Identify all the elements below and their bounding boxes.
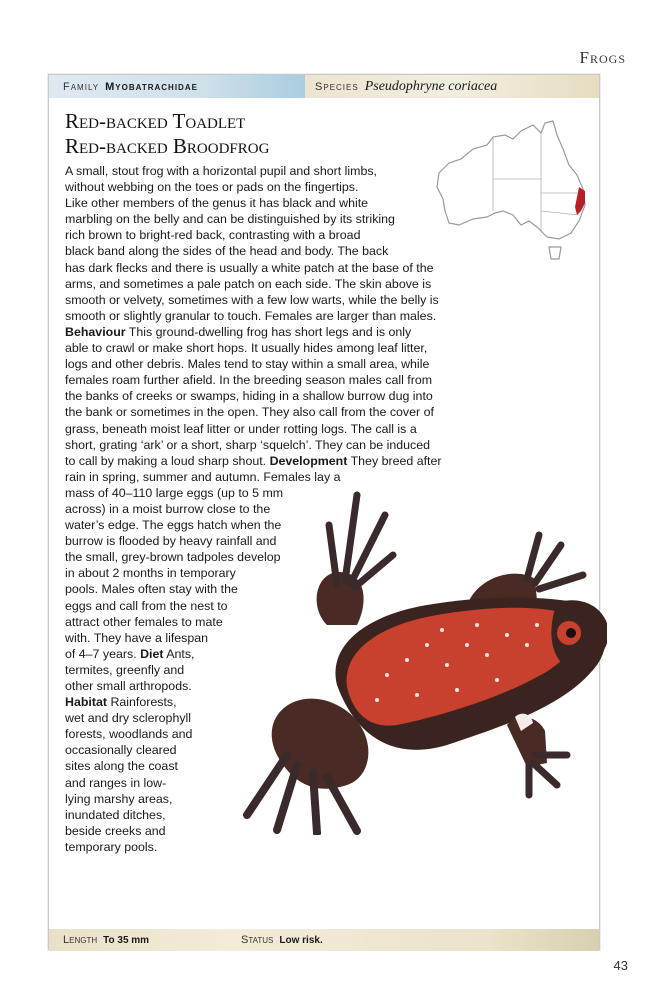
section-heading: Behaviour (65, 324, 126, 339)
body-text-run: eggs and call from the nest to (65, 598, 228, 613)
frog-toes-upper (329, 495, 393, 587)
frog-illustration (217, 455, 607, 835)
species-page (48, 74, 600, 950)
body-text-run: has dark flecks and there is usually a white patch at the base of the (65, 260, 434, 275)
body-text-run: black band along the sides of the head and body. The back (65, 244, 389, 259)
body-line (65, 372, 442, 388)
body-text-run: able to crawl or make short hops. It usually hides among leaf litter, (65, 341, 428, 356)
body-text-run: short, grating ‘ark’ or a short, sharp ‘squelch’. They can be induced (65, 437, 431, 452)
body-line (65, 839, 442, 855)
body-text-run: arms, and sometimes a pale patch on each side. The skin above is (65, 276, 432, 291)
body-text-run: Ants, (163, 646, 195, 661)
body-text-run: without webbing on the toes or pads on the fingertips. (65, 180, 359, 195)
body-line (65, 195, 442, 211)
page-title (65, 109, 269, 159)
section-heading: Development (269, 453, 348, 468)
length-value: To 35 mm (103, 934, 150, 946)
body-text-run: burrow is flooded by heavy rainfall and (65, 534, 277, 549)
body-line (65, 404, 442, 420)
page-number: 43 (613, 958, 628, 973)
family-value: Myobatrachidae (105, 80, 198, 93)
body-text-run: inundated ditches, (65, 807, 166, 822)
body-line (65, 324, 442, 340)
body-text-run: sites along the coast (65, 759, 178, 774)
body-text-run: other small arthropods. (65, 679, 192, 693)
body-text-run: rich brown to bright-red back, contrasting with a broad (65, 228, 361, 243)
family-label: Family (63, 80, 100, 93)
body-text-run: mass of 40–110 large eggs (up to 5 mm (65, 485, 284, 500)
body-line (65, 292, 442, 308)
body-text-run: rain in spring, summer and autumn. Females lay a (65, 469, 341, 484)
body-text-run: forests, woodlands and (65, 727, 193, 742)
body-text-run: pools. Males often stay with the (65, 582, 238, 597)
body-line (65, 356, 442, 372)
body-text-run: A small, stout frog with a horizontal pupil and short limbs, (65, 164, 377, 178)
body-text-run: grass, beneath moist leaf litter or under rotting logs. The call is a (65, 421, 417, 436)
body-text-run: with. They have a lifespan (65, 630, 209, 645)
body-text-run: females roam further afield. In the breeding season males call from (65, 373, 433, 388)
common-name-alternate: Red-backed Broodfrog (65, 134, 270, 158)
body-line (65, 388, 442, 404)
body-text-run: the bank or sometimes in the open. They also call from the cover of (65, 405, 434, 420)
running-head: Frogs (579, 48, 626, 67)
body-text-run: temporary pools. (65, 839, 158, 854)
body-text-run: beside creeks and (65, 823, 166, 838)
length-field (49, 929, 229, 951)
body-line (65, 276, 442, 292)
section-heading: Habitat (65, 695, 107, 710)
body-text-run: the small, grey-brown tadpoles develop (65, 550, 281, 565)
body-text-run: across) in a moist burrow close to the (65, 501, 271, 516)
body-text-run: wet and dry sclerophyll (65, 711, 192, 726)
body-text-run: marbling on the belly and can be distinguished by its striking (65, 212, 395, 227)
body-text-run: attract other females to mate (65, 614, 223, 629)
frog-fingers-lower (529, 755, 567, 795)
body-text-run: logs and other debris. Males tend to stay within a small area, while (65, 357, 430, 372)
taxonomy-bar (49, 75, 599, 98)
body-text-run: of 4–7 years. (65, 646, 141, 661)
frog-hind-leg-upper (317, 572, 364, 625)
body-text-run: lying marshy areas, (65, 791, 173, 806)
body-text-run: in about 2 months in temporary (65, 566, 236, 581)
australia-outline (437, 121, 585, 239)
status-field (229, 929, 599, 951)
body-line (65, 421, 442, 437)
species-field (305, 75, 599, 98)
body-line (65, 260, 442, 276)
body-text-run: water’s edge. The eggs hatch when the (65, 518, 282, 533)
common-name-primary: Red-backed Toadlet (65, 109, 246, 133)
frog-fingers-upper (527, 535, 583, 589)
status-label: Status (241, 934, 274, 946)
frog-pupil (566, 628, 576, 638)
species-label: Species (315, 80, 359, 93)
body-line (65, 340, 442, 356)
body-text-run: smooth or slightly granular to touch. Females are larger than males. (65, 308, 437, 323)
length-label: Length (63, 934, 98, 946)
body-text-run: occasionally cleared (65, 743, 177, 758)
stats-bar (49, 929, 599, 951)
family-field (49, 75, 305, 98)
body-line (65, 227, 442, 243)
body-text-run: Like other members of the genus it has black and white (65, 196, 369, 211)
body-line (65, 437, 442, 453)
body-line (65, 211, 442, 227)
body-line (65, 308, 442, 324)
body-text-run: the banks of creeks or swamps, hiding in a shallow burrow dug into (65, 389, 433, 404)
body-line (65, 179, 442, 195)
tasmania-outline (549, 247, 561, 259)
body-line (65, 163, 442, 179)
distribution-map (429, 115, 589, 265)
body-text-run: to call by making a loud sharp shout. (65, 453, 270, 468)
species-value: Pseudophryne coriacea (364, 78, 498, 94)
body-line (65, 243, 442, 259)
body-text-run: and ranges in low- (65, 775, 167, 790)
section-heading: Diet (140, 646, 164, 661)
status-value: Low risk. (279, 934, 323, 946)
body-text-run: Rainforests, (107, 695, 177, 710)
body-text-run: This ground-dwelling frog has short legs and is only (125, 324, 412, 339)
body-text-run: They breed after (347, 453, 442, 468)
body-text-run: termites, greenfly and (65, 662, 185, 677)
body-text-run: smooth or velvety, sometimes with a few low warts, while the belly is (65, 292, 439, 307)
